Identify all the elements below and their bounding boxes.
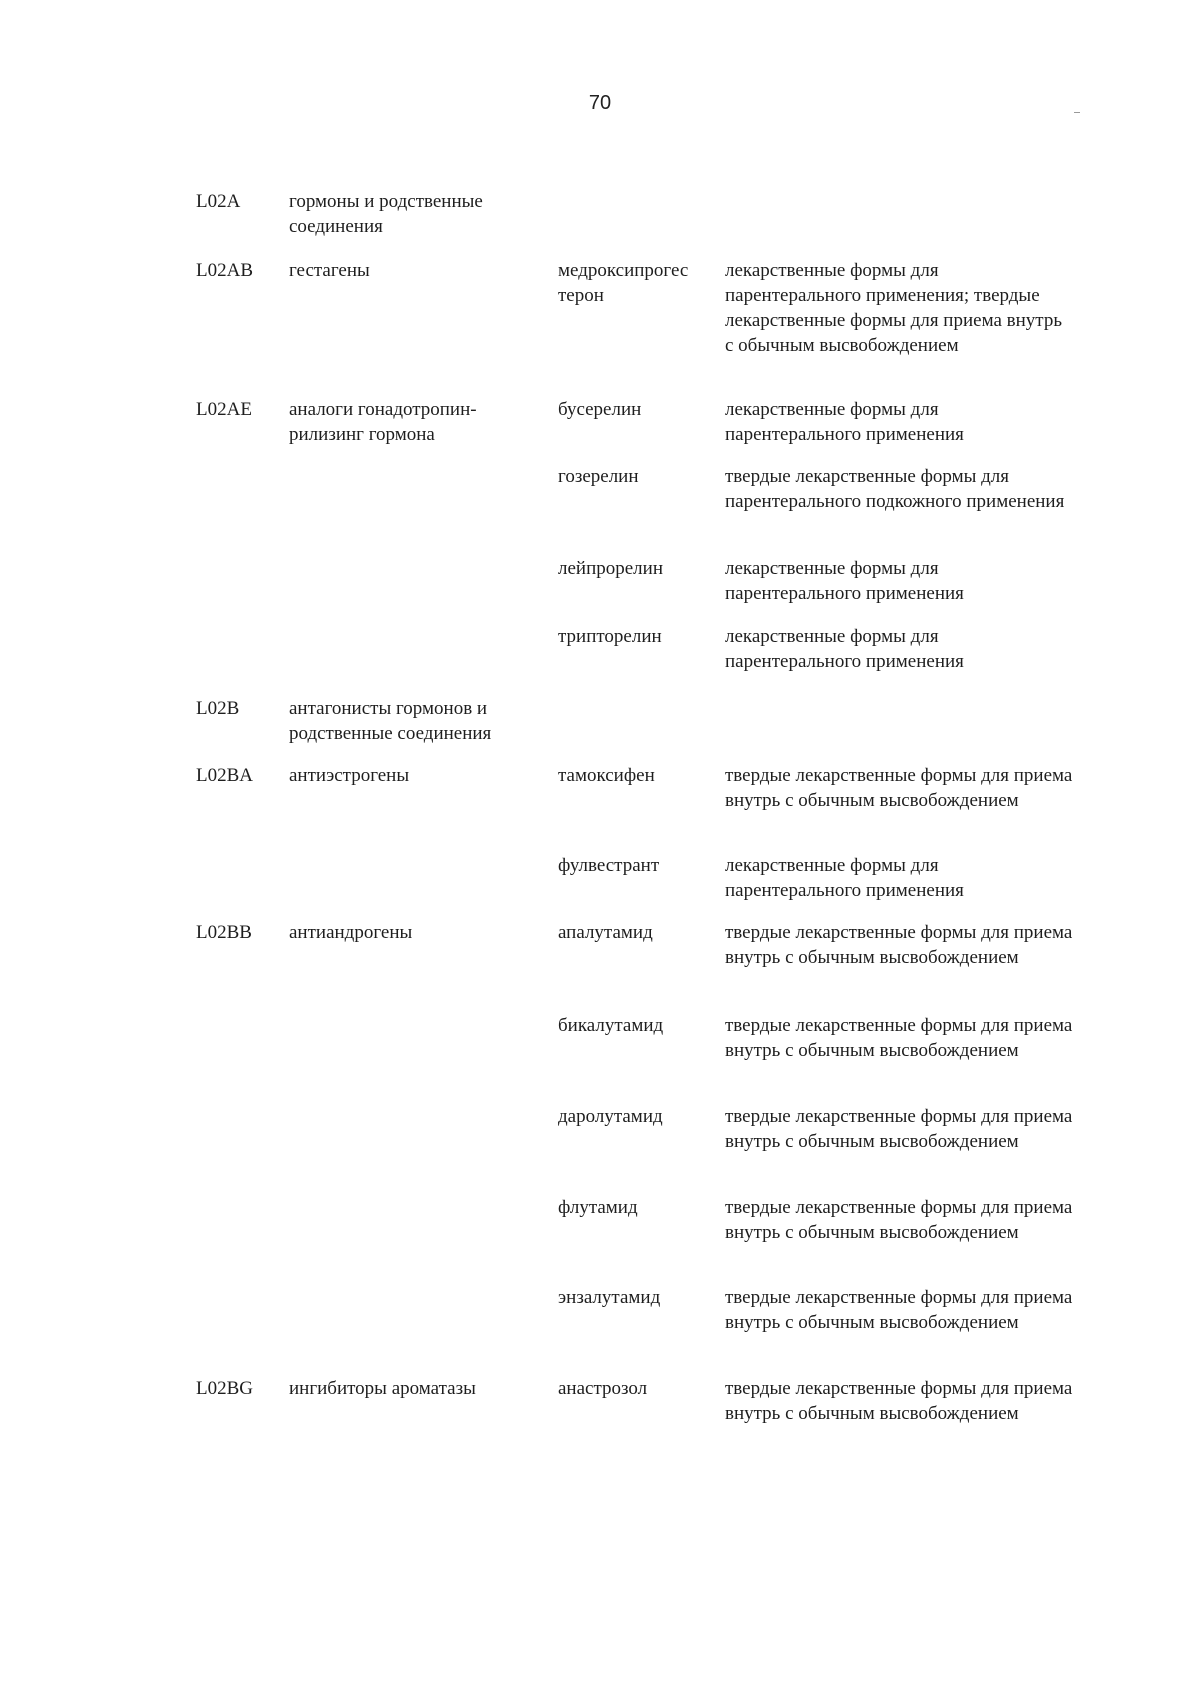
drug-name: бикалутамид xyxy=(558,1015,664,1036)
table-row xyxy=(0,1195,1200,1285)
table-row xyxy=(0,920,1200,1013)
table-row xyxy=(0,1376,1200,1456)
drug-name: энзалутамид xyxy=(558,1287,661,1308)
dosage-form: твердые лекарственные формы для приема внутрь с обычным высвобождением xyxy=(725,922,1073,968)
atc-code: L02BB xyxy=(196,922,252,943)
drug-classification-table xyxy=(0,189,1200,1456)
table-row xyxy=(0,763,1200,853)
dosage-form: твердые лекарственные формы для приема внутрь с обычным высвобождением xyxy=(725,765,1073,811)
drug-name: тамоксифен xyxy=(558,765,655,786)
atc-code: L02BA xyxy=(196,765,253,786)
table-row xyxy=(0,1104,1200,1195)
drug-name: фулвестрант xyxy=(558,855,660,876)
dosage-form: лекарственные формы для парентерального применения xyxy=(725,399,964,445)
dosage-form: лекарственные формы для парентерального применения xyxy=(725,558,964,604)
atc-group: гормоны и родственные соединения xyxy=(289,191,483,237)
page-number: 70 xyxy=(588,92,612,114)
table-row xyxy=(0,1013,1200,1104)
drug-name: лейпрорелин xyxy=(558,558,664,579)
drug-name: апалутамид xyxy=(558,922,653,943)
table-row xyxy=(0,696,1200,763)
drug-name: анастрозол xyxy=(558,1378,648,1399)
dosage-form: лекарственные формы для парентерального применения; твердые лекарственные формы для приема внутрь с обычным высвобождением xyxy=(725,260,1062,356)
dosage-form: твердые лекарственные формы для приема внутрь с обычным высвобождением xyxy=(725,1378,1073,1424)
atc-group: антиандрогены xyxy=(289,922,413,943)
dosage-form: твердые лекарственные формы для приема внутрь с обычным высвобождением xyxy=(725,1287,1073,1333)
drug-name: флутамид xyxy=(558,1197,638,1218)
atc-code: L02B xyxy=(196,698,240,719)
table-row xyxy=(0,397,1200,464)
table-row xyxy=(0,189,1200,258)
table-row xyxy=(0,853,1200,920)
table-row xyxy=(0,464,1200,556)
drug-name: бусерелин xyxy=(558,399,642,420)
table-row xyxy=(0,624,1200,696)
table-row xyxy=(0,556,1200,624)
table-row xyxy=(0,258,1200,397)
atc-group: ингибиторы ароматазы xyxy=(289,1378,476,1399)
atc-code: L02AB xyxy=(196,260,253,281)
drug-name: медроксипрогес терон xyxy=(558,260,689,306)
atc-group: аналоги гонадотропин-рилизинг гормона xyxy=(289,399,477,445)
dosage-form: лекарственные формы для парентерального применения xyxy=(725,855,964,901)
atc-code: L02A xyxy=(196,191,241,212)
dosage-form: лекарственные формы для парентерального применения xyxy=(725,626,964,672)
drug-name: гозерелин xyxy=(558,466,639,487)
atc-group: антагонисты гормонов и родственные соединения xyxy=(289,698,492,744)
dosage-form: твердые лекарственные формы для приема внутрь с обычным высвобождением xyxy=(725,1197,1073,1243)
drug-name: даролутамид xyxy=(558,1106,663,1127)
drug-name: трипторелин xyxy=(558,626,662,647)
atc-code: L02AE xyxy=(196,399,252,420)
table-row xyxy=(0,1285,1200,1376)
atc-group: антиэстрогены xyxy=(289,765,410,786)
atc-group: гестагены xyxy=(289,260,370,281)
dosage-form: твердые лекарственные формы для приема внутрь с обычным высвобождением xyxy=(725,1106,1073,1152)
dosage-form: твердые лекарственные формы для приема внутрь с обычным высвобождением xyxy=(725,1015,1073,1061)
atc-code: L02BG xyxy=(196,1378,253,1399)
dosage-form: твердые лекарственные формы для парентерального подкожного применения xyxy=(725,466,1065,512)
scan-mark xyxy=(1074,112,1080,113)
